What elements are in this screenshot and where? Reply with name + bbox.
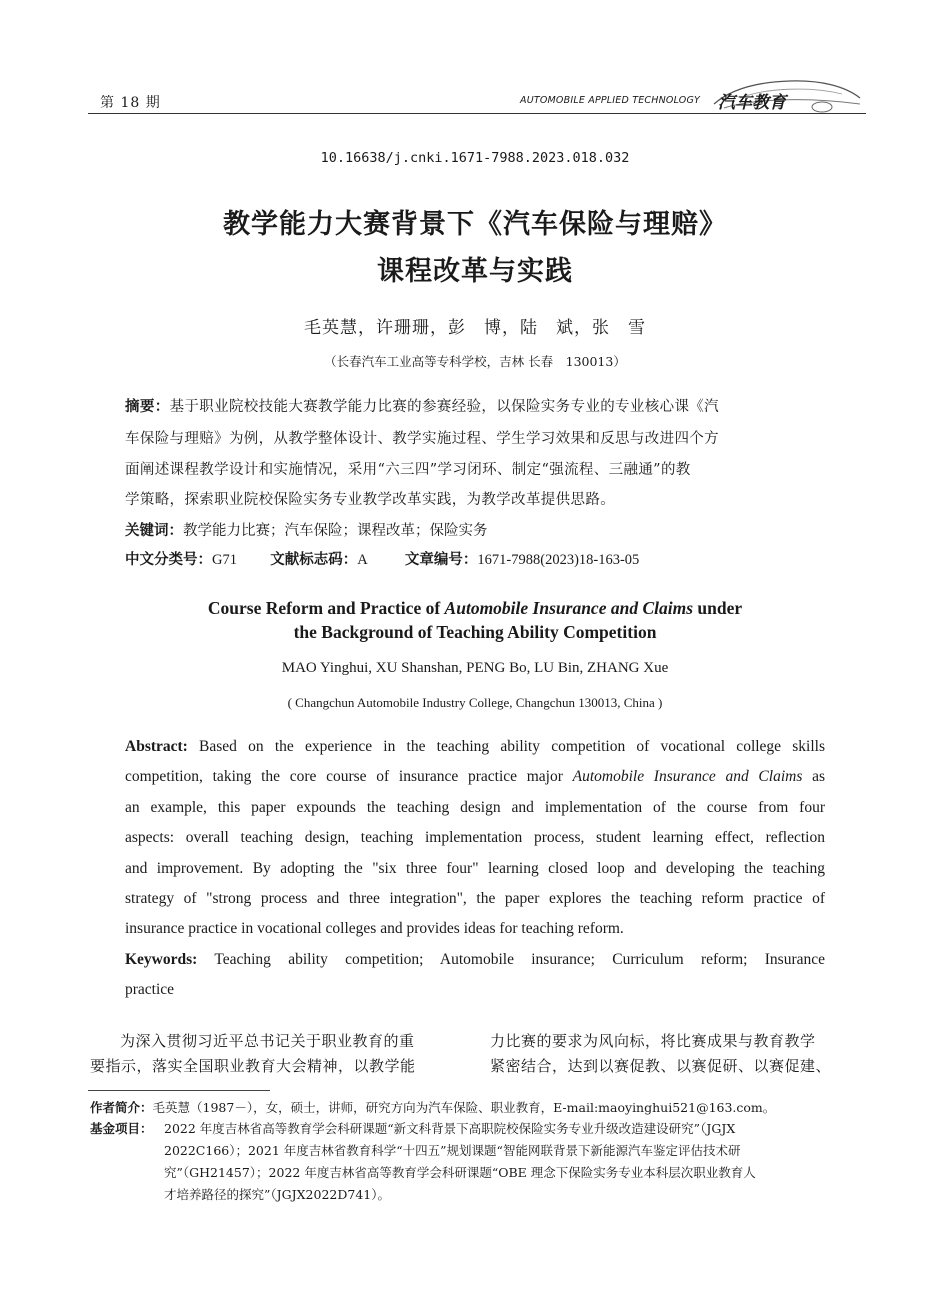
title-cn-line-1: 教学能力大赛背景下《汽车保险与理赔》 bbox=[223, 209, 727, 240]
keywords-en-line-2: practice bbox=[125, 981, 175, 999]
abstract-en-line-4: aspects: overall teaching design, teaching implementation process, student learning effect, reflection bbox=[125, 829, 825, 847]
journal-name-cn: 汽车教育 bbox=[718, 93, 786, 113]
author-bio bbox=[90, 1098, 775, 1116]
title-cn-line-2: 课程改革与实践 bbox=[377, 256, 573, 287]
fund-line-1: 2022 年度吉林省高等教育学会科研课题“新文科背景下高职院校保险实务专业升级改造建设研究”（JGJX bbox=[164, 1121, 736, 1136]
body-right-line-2: 紧密结合，达到以赛促教、以赛促研、以赛促建、 bbox=[490, 1057, 832, 1075]
doi: 10.16638/j.cnki.1671-7988.2023.018.032 bbox=[320, 150, 630, 166]
abstract-en-line-1: Based on the experience in the teaching ability competition of vocational college skills bbox=[187, 738, 825, 755]
footnote-divider bbox=[88, 1090, 270, 1091]
keywords-en-label: Keywords: bbox=[125, 950, 198, 968]
abstract-cn-label: 摘要： bbox=[125, 399, 170, 415]
affiliation-en: ( Changchun Automobile Industry College, Changchun 130013, China ) bbox=[287, 695, 663, 710]
abstract-cn-line-3: 面阐述课程教学设计和实施情况，采用“六三四”学习闭环、制定“强流程、三融通”的教 bbox=[125, 462, 691, 478]
journal-masthead bbox=[520, 86, 865, 116]
doc-code-value: A bbox=[357, 552, 368, 568]
abstract-en-line-2-pre: competition, taking the core course of insurance practice major bbox=[125, 768, 573, 786]
abstract-en-line-3: an example, this paper expounds the teaching design and implementation of the course from four bbox=[125, 798, 825, 816]
abstract-en-line-7: insurance practice in vocational colleges and provides ideas for teaching reform. bbox=[125, 920, 624, 938]
title-en-line-1 bbox=[0, 598, 950, 619]
fund-label: 基金项目： bbox=[90, 1121, 153, 1136]
abstract-en bbox=[125, 732, 825, 1012]
body-left-line-1: 为深入贯彻习近平总书记关于职业教育的重 bbox=[120, 1032, 415, 1050]
keywords-cn-text: 教学能力比赛；汽车保险；课程改革；保险实务 bbox=[183, 523, 488, 539]
clc-label: 中文分类号： bbox=[125, 552, 212, 568]
journal-name-en: AUTOMOBILE APPLIED TECHNOLOGY bbox=[520, 95, 701, 106]
keywords-cn-label: 关键词： bbox=[125, 523, 183, 539]
title-en-italic: Automobile Insurance and Claims bbox=[444, 598, 694, 618]
header-divider bbox=[88, 113, 866, 114]
keywords-en-line-1: Teaching ability competition; Automobile insurance; Curriculum reform; Insurance bbox=[197, 950, 825, 968]
classification-line bbox=[125, 548, 639, 569]
affiliation-cn: （长春汽车工业高等专科学校，吉林 长春 130013） bbox=[324, 354, 626, 369]
body-right-line-1: 力比赛的要求为风向标，将比赛成果与教育教学 bbox=[490, 1032, 816, 1050]
body-left-line-2: 要指示，落实全国职业教育大会精神，以教学能 bbox=[90, 1057, 416, 1075]
title-en-post: under bbox=[693, 598, 743, 618]
fund-line-4: 才培养路径的探究”（JGJX2022D741）。 bbox=[164, 1187, 390, 1202]
author-bio-text: 毛英慧（1987－），女，硕士，讲师，研究方向为汽车保险、职业教育，E-mail:maoyinghui521@163.com。 bbox=[152, 1100, 776, 1115]
fund-line-3: 究”（GH21457）；2022 年度吉林省高等教育学会科研课题“OBE 理念下保险实务专业本科层次职业教育人 bbox=[164, 1165, 756, 1180]
article-no-label: 文章编号： bbox=[404, 552, 478, 568]
doc-code-label: 文献标志码： bbox=[270, 552, 358, 568]
abstract-cn-line-4: 学策略，探索职业院校保险实务专业教学改革实践，为教学改革提供思路。 bbox=[125, 492, 616, 508]
article-no-value: 1671-7988(2023)18-163-05 bbox=[477, 552, 640, 568]
issue-number: 第 18 期 bbox=[100, 95, 161, 111]
abstract-en-line-2-italic: Automobile Insurance and Claims bbox=[572, 768, 803, 786]
title-en-line-2: the Background of Teaching Ability Competition bbox=[293, 622, 657, 642]
abstract-en-line-5: and improvement. By adopting the "six three four" learning closed loop and developing the teaching bbox=[125, 859, 825, 877]
authors-cn: 毛英慧，许珊珊，彭 博，陆 斌，张 雪 bbox=[304, 318, 646, 338]
abstract-en-line-2-post: as bbox=[802, 768, 825, 786]
clc-value: G71 bbox=[212, 552, 237, 568]
authors-en: MAO Yinghui, XU Shanshan, PENG Bo, LU Bin, ZHANG Xue bbox=[281, 660, 669, 676]
fund-line-2: 2022C166）；2021 年度吉林省教育科学“十四五”规划课题“智能网联背景下新能源汽车鉴定评估技术研 bbox=[164, 1143, 741, 1158]
keywords-cn bbox=[125, 519, 488, 540]
abstract-cn-line-1: 基于职业院校技能大赛教学能力比赛的参赛经验，以保险实务专业的专业核心课《汽 bbox=[169, 399, 720, 415]
abstract-cn bbox=[125, 395, 830, 555]
abstract-cn-line-2: 车保险与理赔》为例，从教学整体设计、教学实施过程、学生学习效果和反思与改进四个方 bbox=[125, 431, 719, 447]
author-bio-label: 作者简介： bbox=[90, 1100, 153, 1115]
abstract-en-line-6: strategy of "strong process and three integration", the paper explores the teaching reform practice of bbox=[125, 890, 825, 907]
title-en-pre: Course Reform and Practice of bbox=[207, 598, 445, 618]
abstract-en-label: Abstract: bbox=[125, 738, 188, 755]
